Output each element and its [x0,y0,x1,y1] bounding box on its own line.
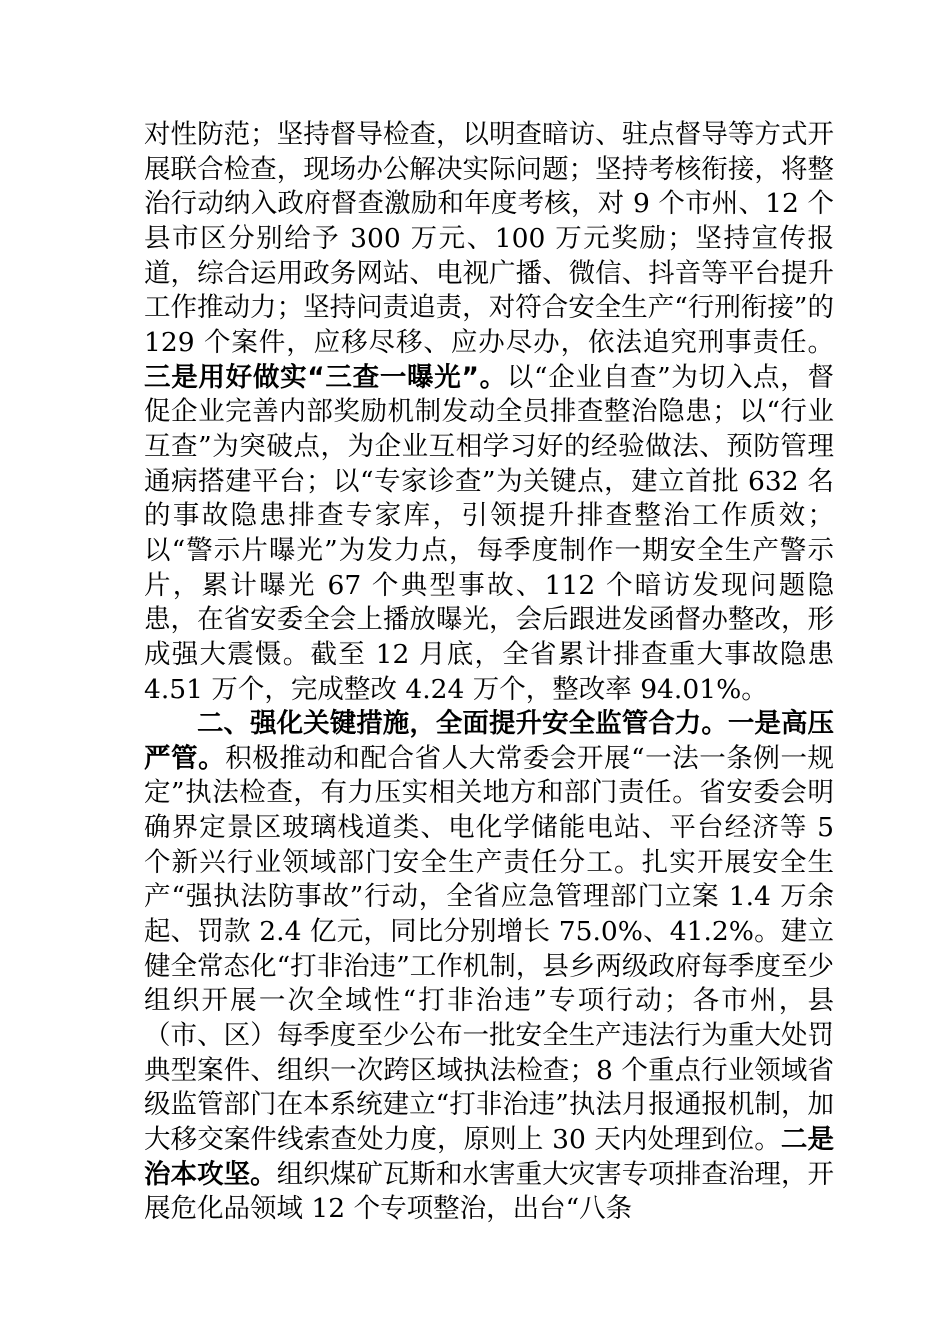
text-run: 以“企业自查”为切入点，督促企业完善内部奖励机制发动全员排查整治隐患；以“行业互查”为突破点，为企业互相学习好的经验做法、预防管理通病搭建平台；以“专家诊查”为关键点，建立首批 632 名的事故隐患排查专家库，引领提升排查整治工作质效；以“警示片曝光”为发力点，每季度制作一期安全生产警示片，累计曝光 67 个典型事故、112 个暗访发现问题隐患，在省安委全会上播放曝光，会后跟进发函督办整改，形成强大震慑。截至 12 月底，全省累计排查重大事故隐患 4.51 万个，完成整改 4.24 万个，整改率 94.01%。 [144,361,834,705]
bold-heading-run: 二、强化关键措施，全面提升安全监管合力。一是高压严管。 [144,708,834,774]
text-run: 积极推动和配合省人大常委会开展“一法一条例一规定”执法检查，有力压实相关地方和部门责任。省安委会明确界定景区玻璃栈道类、电化学储能电站、平台经济等 5 个新兴行业领域部门安全生产责任分工。扎实开展安全生产“强执法防事故”行动，全省应急管理部门立案 1.4 万余起、罚款 2.4 亿元，同比分别增长 75.0%、41.2%。建立健全常态化“打非治违”工作机制，县乡两级政府每季度至少组织开展一次全域性“打非治违”专项行动；各市州，县（市、区）每季度至少公布一批安全生产违法行为重大处罚典型案件、组织一次跨区域执法检查；8 个重点行业领域省级监管部门在本系统建立“打非治违”执法月报通报机制，加大移交案件线索查处力度，原则上 30 天内处理到位。 [144,742,834,1156]
bold-heading-run: 二是治本攻坚。 [144,1124,834,1190]
document-page [144,118,834,1227]
bold-heading-run: 三是用好做实“三查一曝光”。 [144,361,507,393]
paragraph-1 [144,118,834,707]
text-run: 组织煤矿瓦斯和水害重大灾害专项排查治理，开展危化品领域 12 个专项整治，出台“八条 [144,1158,835,1225]
text-run: 对性防范；坚持督导检查，以明查暗访、驻点督导等方式开展联合检查，现场办公解决实际问题；坚持考核衔接，将整治行动纳入政府督查激励和年度考核，对 9 个市州、12 个县市区分别给予 300 万元、100 万元奖励；坚持宣传报道，综合运用政务网站、电视广播、微信、抖音等平台提升工作推动力；坚持问责追责，对符合安全生产“行刑衔接”的 129 个案件，应移尽移、应办尽办，依法追究刑事责任。 [144,119,834,358]
paragraph-2 [144,707,834,1227]
